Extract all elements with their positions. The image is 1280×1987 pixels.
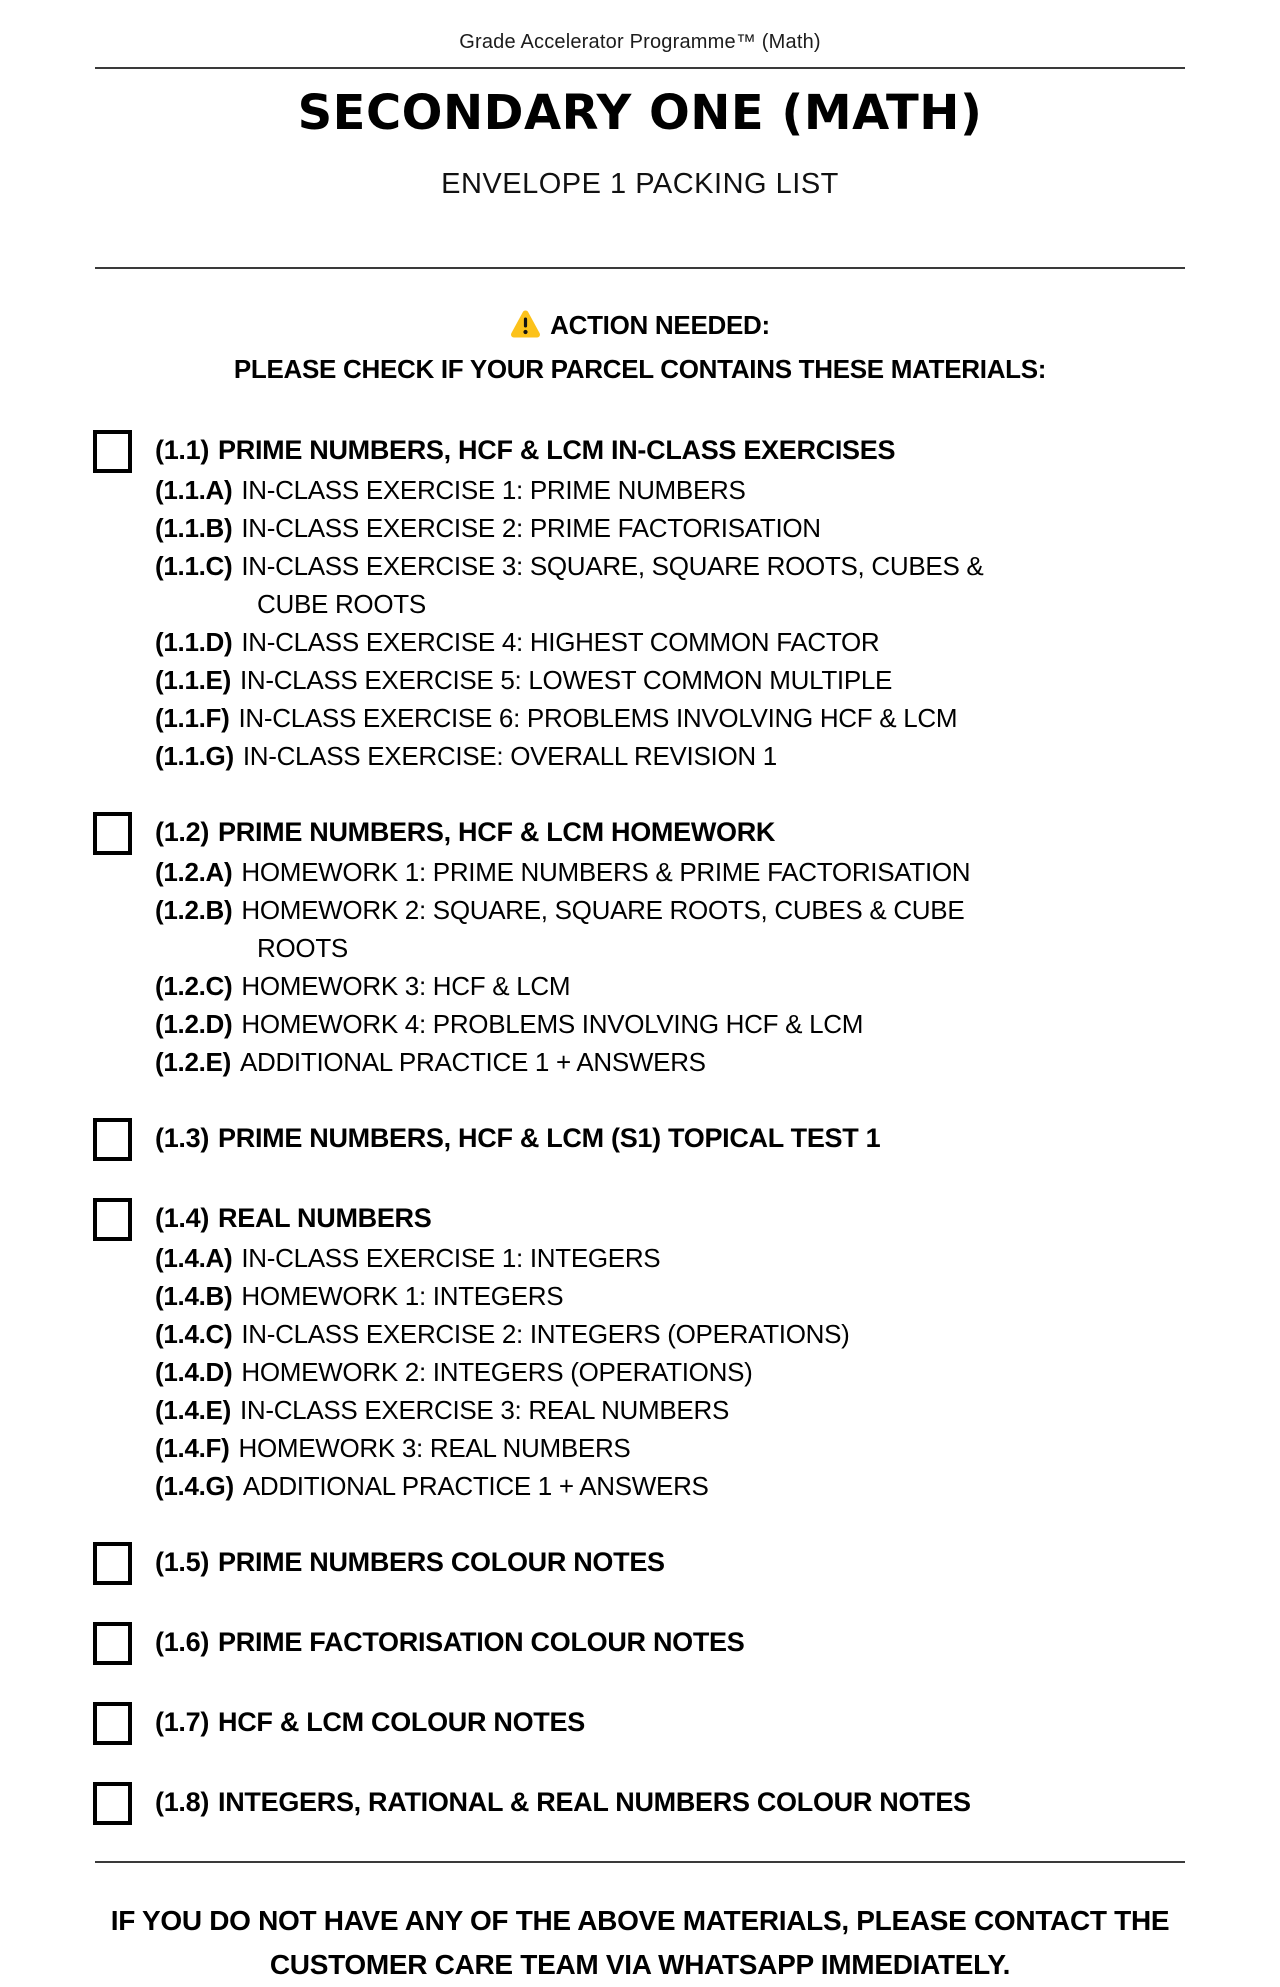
group-content — [155, 1117, 1185, 1159]
subitem-label: (1.2.A) — [155, 857, 233, 887]
instruction-label: PLEASE CHECK IF YOUR PARCEL CONTAINS THESE MATERIALS: — [233, 354, 1047, 384]
subitem-text: HOMEWORK 3: HCF & LCM — [241, 971, 571, 1001]
warning-triangle-icon — [510, 309, 541, 349]
group-content — [155, 1781, 1185, 1823]
checklist-subitem — [155, 1467, 1055, 1505]
subitem-text: ADDITIONAL PRACTICE 1 + ANSWERS — [239, 1047, 706, 1077]
checklist-group-1-1 — [93, 429, 1185, 775]
subitem-text: IN-CLASS EXERCISE 1: PRIME NUMBERS — [241, 475, 746, 505]
checklist-subitem — [155, 891, 1055, 967]
group-label: (1.2) — [155, 817, 210, 847]
checklist-group-1-3 — [93, 1117, 1185, 1161]
subitem-text: IN-CLASS EXERCISE 5: LOWEST COMMON MULTIPLE — [239, 665, 893, 695]
subitem-label: (1.1.F) — [155, 703, 230, 733]
group-title — [155, 1781, 1185, 1823]
header-divider — [95, 67, 1185, 69]
subitem-text: HOMEWORK 3: REAL NUMBERS — [238, 1433, 631, 1463]
checklist-subitem — [155, 1277, 1055, 1315]
group-title — [155, 1197, 1185, 1239]
page-subtitle: ENVELOPE 1 PACKING LIST — [441, 168, 839, 200]
subitem-text: IN-CLASS EXERCISE 4: HIGHEST COMMON FACTOR — [241, 627, 880, 657]
page-title: SECONDARY ONE (MATH) — [297, 85, 983, 141]
checklist-group-1-2 — [93, 811, 1185, 1081]
group-title — [155, 1621, 1185, 1663]
subitem-label: (1.1.D) — [155, 627, 233, 657]
group-content — [155, 429, 1185, 775]
group-content — [155, 1541, 1185, 1583]
group-label: (1.6) — [155, 1627, 210, 1657]
subitem-label: (1.1.A) — [155, 475, 233, 505]
checklist-subitem — [155, 471, 1055, 509]
group-label: (1.1) — [155, 435, 210, 465]
group-label: (1.8) — [155, 1787, 210, 1817]
subitem-text: IN-CLASS EXERCISE 2: INTEGERS (OPERATIONS) — [241, 1319, 850, 1349]
checklist-group-1-4 — [93, 1197, 1185, 1505]
checklist-subitem — [155, 509, 1055, 547]
checklist-subitem — [155, 1391, 1055, 1429]
subitem-text: HOMEWORK 1: INTEGERS — [241, 1281, 564, 1311]
subitem-label: (1.4.E) — [155, 1395, 231, 1425]
action-needed-label: ACTION NEEDED: — [550, 310, 770, 340]
checklist-subitem — [155, 1353, 1055, 1391]
group-title — [155, 429, 1185, 471]
subitem-label: (1.2.E) — [155, 1047, 231, 1077]
program-name: Grade Accelerator Programme™ (Math) — [459, 31, 821, 53]
subitem-label: (1.4.C) — [155, 1319, 233, 1349]
checkbox-1-6[interactable] — [93, 1622, 132, 1665]
checkbox-1-1[interactable] — [93, 430, 132, 473]
subitem-label: (1.4.D) — [155, 1357, 233, 1387]
group-title-text: REAL NUMBERS — [218, 1203, 432, 1233]
checklist-subitem — [155, 737, 1055, 775]
action-notice — [0, 305, 1280, 389]
subitem-label: (1.1.E) — [155, 665, 231, 695]
group-title-text: PRIME NUMBERS, HCF & LCM IN-CLASS EXERCISES — [218, 435, 896, 465]
group-label: (1.7) — [155, 1707, 210, 1737]
group-title-text: INTEGERS, RATIONAL & REAL NUMBERS COLOUR NOTES — [218, 1787, 971, 1817]
subitem-label: (1.2.B) — [155, 895, 233, 925]
checklist-group-1-6 — [93, 1621, 1185, 1665]
subitem-label: (1.2.D) — [155, 1009, 233, 1039]
checklist-subitem — [155, 967, 1055, 1005]
group-title-text: PRIME NUMBERS COLOUR NOTES — [218, 1547, 665, 1577]
checklist-subitem — [155, 661, 1055, 699]
checkbox-1-2[interactable] — [93, 812, 132, 855]
title-divider — [95, 267, 1185, 269]
subitem-label: (1.1.B) — [155, 513, 233, 543]
group-content — [155, 1197, 1185, 1505]
group-title-text: PRIME FACTORISATION COLOUR NOTES — [218, 1627, 745, 1657]
group-content — [155, 1701, 1185, 1743]
subitem-text: IN-CLASS EXERCISE: OVERALL REVISION 1 — [242, 741, 777, 771]
subitem-label: (1.4.B) — [155, 1281, 233, 1311]
group-title — [155, 1701, 1185, 1743]
checkbox-1-3[interactable] — [93, 1118, 132, 1161]
subitem-text: HOMEWORK 2: SQUARE, SQUARE ROOTS, CUBES & CUBE ROOTS — [241, 895, 965, 963]
checklist-subitem — [155, 1315, 1055, 1353]
group-label: (1.3) — [155, 1123, 210, 1153]
subitem-text: HOMEWORK 1: PRIME NUMBERS & PRIME FACTORISATION — [241, 857, 971, 887]
checklist-subitem — [155, 699, 1055, 737]
subitem-text: HOMEWORK 4: PROBLEMS INVOLVING HCF & LCM — [241, 1009, 864, 1039]
group-title — [155, 1117, 1185, 1159]
group-title — [155, 1541, 1185, 1583]
checklist-subitem — [155, 1239, 1055, 1277]
checkbox-1-4[interactable] — [93, 1198, 132, 1241]
checkbox-1-8[interactable] — [93, 1782, 132, 1825]
subitem-text: IN-CLASS EXERCISE 3: SQUARE, SQUARE ROOTS, CUBES & CUBE ROOTS — [241, 551, 984, 619]
group-title-text: HCF & LCM COLOUR NOTES — [218, 1707, 585, 1737]
subitem-label: (1.1.C) — [155, 551, 233, 581]
checklist-subitem — [155, 1429, 1055, 1467]
checklist-group-1-5 — [93, 1541, 1185, 1585]
checklist-group-1-8 — [93, 1781, 1185, 1825]
subitem-text: HOMEWORK 2: INTEGERS (OPERATIONS) — [241, 1357, 753, 1387]
subitem-label: (1.2.C) — [155, 971, 233, 1001]
subitem-text: IN-CLASS EXERCISE 1: INTEGERS — [241, 1243, 661, 1273]
subitem-text: IN-CLASS EXERCISE 2: PRIME FACTORISATION — [241, 513, 821, 543]
group-content — [155, 811, 1185, 1081]
subitem-text: IN-CLASS EXERCISE 6: PROBLEMS INVOLVING HCF & LCM — [238, 703, 958, 733]
checklist-group-1-7 — [93, 1701, 1185, 1745]
group-content — [155, 1621, 1185, 1663]
subitem-text: ADDITIONAL PRACTICE 1 + ANSWERS — [242, 1471, 709, 1501]
group-label: (1.4) — [155, 1203, 210, 1233]
group-title-text: PRIME NUMBERS, HCF & LCM HOMEWORK — [218, 817, 776, 847]
subitem-label: (1.4.A) — [155, 1243, 233, 1273]
subitem-label: (1.4.G) — [155, 1471, 234, 1501]
group-title — [155, 811, 1185, 853]
group-label: (1.5) — [155, 1547, 210, 1577]
checklist-subitem — [155, 853, 1055, 891]
footer-divider — [95, 1861, 1185, 1863]
subitem-label: (1.1.G) — [155, 741, 234, 771]
materials-checklist — [93, 429, 1185, 1825]
footer-message: IF YOU DO NOT HAVE ANY OF THE ABOVE MATERIALS, PLEASE CONTACT THE CUSTOMER CARE TEAM VIA WHATSAPP IMMEDIATELY. — [110, 1905, 1170, 1980]
checklist-subitem — [155, 623, 1055, 661]
checklist-subitem — [155, 1043, 1055, 1081]
group-title-text: PRIME NUMBERS, HCF & LCM (S1) TOPICAL TEST 1 — [218, 1123, 881, 1153]
checklist-subitem — [155, 547, 1055, 623]
subitem-text: IN-CLASS EXERCISE 3: REAL NUMBERS — [239, 1395, 729, 1425]
action-needed-line — [0, 305, 1280, 349]
checkbox-1-7[interactable] — [93, 1702, 132, 1745]
checkbox-1-5[interactable] — [93, 1542, 132, 1585]
subitem-label: (1.4.F) — [155, 1433, 230, 1463]
checklist-subitem — [155, 1005, 1055, 1043]
